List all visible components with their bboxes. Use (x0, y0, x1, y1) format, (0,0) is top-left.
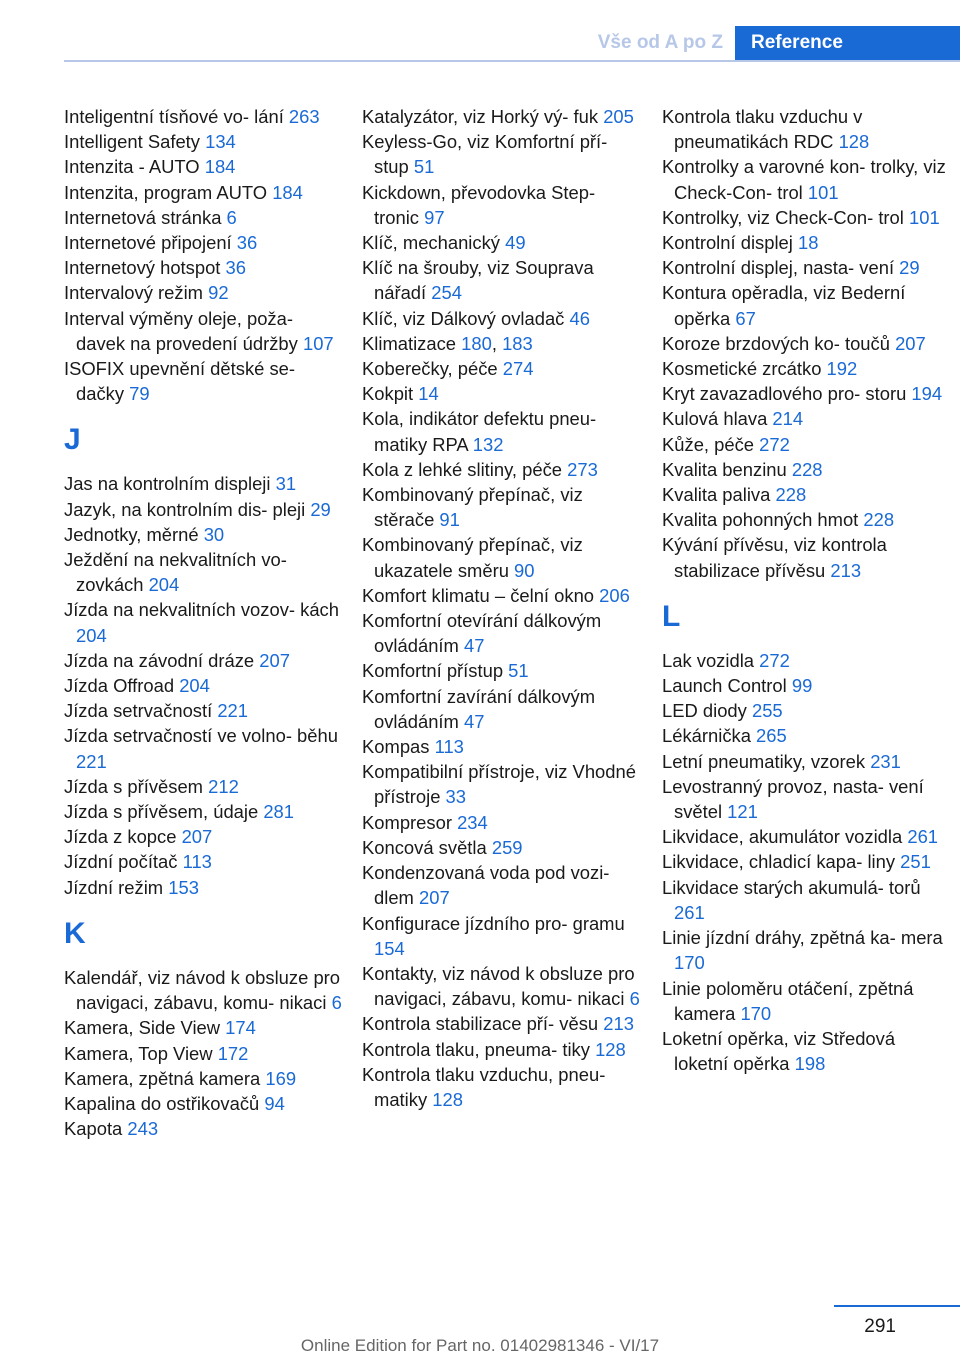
index-entry (662, 432, 952, 457)
page-link[interactable]: 101 (807, 181, 839, 203)
page-link[interactable]: 134 (205, 131, 236, 153)
index-entry (662, 673, 952, 698)
entry-term: Kompresor (362, 811, 458, 833)
page-link[interactable]: 128 (595, 1038, 626, 1060)
index-entry (362, 532, 642, 582)
index-entry (662, 1026, 952, 1076)
page-link[interactable]: 207 (418, 887, 450, 909)
page-link[interactable]: 207 (181, 826, 213, 848)
page-link[interactable]: 18 (797, 232, 819, 254)
index-entry (64, 799, 344, 824)
entry-term: Klíč na šrouby, viz Souprava nářadí (362, 257, 594, 304)
index-entry (362, 608, 642, 658)
page-link[interactable]: 184 (204, 156, 236, 178)
index-letter-heading: L (662, 599, 681, 633)
entry-term: Jízda setrvačností ve volno‐ běhu (64, 725, 338, 747)
page-link[interactable]: 213 (830, 559, 862, 581)
entry-term: Kulová hlava (662, 408, 773, 430)
entry-term: Kamera, Top View (64, 1042, 218, 1064)
page-link[interactable]: 172 (217, 1042, 249, 1064)
index-entry (64, 698, 344, 723)
index-entry (64, 1091, 344, 1116)
entry-term: Kontrolky, viz Check-Con‐ trol (662, 206, 909, 228)
index-entry (662, 255, 952, 280)
entry-term: LED diody (662, 700, 752, 722)
page-link[interactable]: 205 (603, 106, 634, 127)
entry-term: Intenzita, program AUTO (64, 181, 273, 203)
index-entry (662, 976, 952, 1026)
entry-term: Kvalita paliva (662, 484, 776, 506)
index-entry (64, 648, 344, 673)
index-entry (662, 849, 952, 874)
page-link[interactable]: 128 (838, 131, 870, 153)
page-link[interactable]: 31 (275, 473, 297, 495)
entry-term: Likvidace, chladicí kapa‐ liny (662, 851, 901, 873)
entry-term: Lak vozidla (662, 649, 760, 671)
index-entry (362, 810, 642, 835)
index-entry (662, 406, 952, 431)
index-entry (362, 1037, 642, 1062)
page-link[interactable]: 231 (870, 750, 901, 772)
page-link[interactable]: 228 (775, 484, 807, 506)
index-entry (64, 471, 344, 496)
entry-term: Kontakty, viz návod k obsluze pro navigaci, zábavu, komu‐ nikaci (362, 962, 635, 1010)
page-link[interactable]: 79 (129, 383, 150, 405)
entry-term: Kryt zavazadlového pro‐ storu (662, 383, 912, 405)
entry-term: Kombinovaný přepínač, viz ukazatele směru (362, 534, 583, 581)
page-link[interactable]: 47 (463, 635, 485, 657)
page-link[interactable]: 36 (225, 257, 246, 279)
page-link[interactable]: 221 (217, 700, 249, 722)
entry-term: Internetový hotspot (64, 257, 226, 279)
index-entry (64, 723, 344, 773)
page-link[interactable]: 255 (751, 700, 783, 722)
page-link[interactable]: 99 (791, 675, 813, 697)
entry-term: Kapalina do ostřikovačů (64, 1092, 265, 1114)
index-entry (662, 381, 952, 406)
page-link[interactable]: 29 (310, 498, 331, 520)
entry-term: Internetová stránka (64, 206, 227, 228)
index-letter-heading: K (64, 916, 86, 950)
index-entry (362, 583, 642, 608)
index-entry (362, 961, 642, 1011)
index-entry (662, 698, 952, 723)
index-entry (362, 230, 642, 255)
page-link[interactable]: 192 (826, 358, 858, 380)
entry-term: Kontrolní displej (662, 232, 798, 254)
entry-term: Komfortní otevírání dálkovým ovládáním (362, 610, 602, 657)
index-entry (662, 482, 952, 507)
page-link[interactable]: 6 (331, 992, 342, 1014)
entry-term: Kontrolní displej, nasta‐ vení (662, 257, 900, 279)
index-column-2 (362, 104, 642, 1112)
entry-term: Jízdní režim (64, 876, 169, 898)
entry-term: Jazyk, na kontrolním dis‐ pleji (64, 498, 311, 520)
page-link[interactable]: 49 (505, 232, 526, 254)
entry-term: Linie poloměru otáčení, zpětná kamera (662, 977, 914, 1024)
page-number-rule (834, 1305, 960, 1307)
entry-term: Kývání přívěsu, viz kontrola stabilizace přívěsu (662, 534, 887, 581)
page-link[interactable]: 254 (431, 282, 462, 304)
entry-term: Kontrolky a varovné kon‐ trolky, viz Check-Con‐ trol (662, 156, 946, 203)
index-entry (662, 331, 952, 356)
page-link[interactable]: 90 (514, 559, 535, 581)
index-entry (362, 306, 642, 331)
index-entry (64, 875, 344, 900)
page-link[interactable]: 228 (791, 458, 823, 480)
page-link[interactable]: 6 (226, 206, 237, 228)
page-link[interactable]: 67 (735, 307, 756, 329)
page-link[interactable]: 29 (899, 257, 920, 279)
page-link[interactable]: 274 (502, 358, 534, 380)
index-entry (362, 381, 642, 406)
page-link[interactable]: 234 (457, 811, 488, 833)
entry-term: Levostranný provoz, nasta‐ vení světel (662, 775, 924, 823)
index-entry (362, 658, 642, 683)
page-link[interactable]: 170 (674, 952, 705, 974)
entry-term: Inteligentní tísňové vo‐ lání (64, 106, 289, 127)
entry-term: Jízda na závodní dráze (64, 649, 260, 671)
index-entry (64, 597, 344, 647)
page-link[interactable]: 212 (208, 775, 239, 797)
page-link[interactable]: 243 (127, 1118, 159, 1140)
page-link[interactable]: 184 (272, 181, 303, 203)
index-entry (362, 835, 642, 860)
index-entry (64, 849, 344, 874)
page-link[interactable]: 51 (413, 156, 435, 178)
entry-term: Klíč, viz Dálkový ovladač (362, 307, 570, 329)
index-entry (64, 547, 344, 597)
page-link[interactable]: 261 (907, 826, 939, 848)
index-entry (662, 925, 952, 975)
index-entry (362, 104, 642, 129)
index-entry (64, 255, 344, 280)
index-entry (362, 684, 642, 734)
page-link[interactable]: 154 (374, 937, 405, 959)
page-link[interactable]: 107 (302, 332, 334, 354)
entry-term: Jízda s přívěsem, údaje (64, 801, 264, 823)
entry-term: Klíč, mechanický (362, 232, 506, 254)
index-entry (64, 129, 344, 154)
entry-term: Jízda setrvačností (64, 700, 218, 722)
entry-term: Likvidace, akumulátor vozidla (662, 826, 908, 848)
entry-term: Jízda s přívěsem (64, 775, 209, 797)
index-entry (662, 749, 952, 774)
page-link[interactable]: 47 (463, 710, 485, 732)
entry-term: ISOFIX upevnění dětské se‐ dačky (64, 358, 296, 405)
entry-term: Jízda z kopce (64, 826, 182, 848)
entry-term: Kamera, Side View (64, 1017, 226, 1039)
index-entry (662, 648, 952, 673)
footer-edition: Online Edition for Part no. 01402981346 - VI/17 (300, 1336, 660, 1355)
entry-term: Kontrola tlaku vzduchu, pneu‐ matiky (362, 1063, 606, 1110)
page-number: 291 (864, 1316, 896, 1337)
page-link[interactable]: 170 (740, 1002, 772, 1024)
index-entry (662, 356, 952, 381)
page-link[interactable]: 204 (148, 574, 180, 596)
page-link[interactable]: 33 (445, 786, 467, 808)
entry-term: Likvidace starých akumulá‐ torů (662, 876, 921, 898)
page-link[interactable]: 194 (911, 383, 943, 405)
index-entry (662, 230, 952, 255)
entry-term: Kůže, péče (662, 433, 760, 455)
index-entry (64, 673, 344, 698)
page-link[interactable]: 204 (179, 675, 210, 697)
page-link[interactable]: 204 (76, 624, 107, 646)
index-entry (362, 1011, 642, 1036)
entry-term: Kompas (362, 736, 435, 758)
page-link[interactable]: 94 (264, 1092, 285, 1114)
entry-term: Kokpit (362, 383, 419, 405)
page-link[interactable]: 251 (900, 851, 931, 873)
entry-term: Launch Control (662, 675, 792, 697)
entry-term: Kola, indikátor defektu pneu‐ matiky RPA (362, 408, 597, 455)
page-link[interactable]: 92 (208, 282, 229, 304)
entry-term: Loketní opěrka, viz Středová loketní opěrka (662, 1027, 896, 1075)
page-link[interactable]: 206 (599, 584, 630, 606)
page-link[interactable]: 221 (76, 750, 107, 772)
index-entry (662, 875, 952, 925)
page-link[interactable]: 46 (569, 307, 590, 329)
entry-term: Jízda Offroad (64, 675, 180, 697)
entry-term: Intervalový režim (64, 282, 209, 304)
entry-term: Kapota (64, 1118, 128, 1140)
page-link[interactable]: 263 (288, 106, 320, 127)
entry-term: Jednotky, měrné (64, 523, 204, 545)
entry-term: Komfortní přístup (362, 660, 509, 682)
entry-term: Koncová světla (362, 836, 492, 858)
index-entry (64, 280, 344, 305)
index-entry (362, 759, 642, 809)
index-entry (662, 824, 952, 849)
index-entry (64, 497, 344, 522)
index-entry (362, 356, 642, 381)
entry-term: Ježdění na nekvalitních vo‐ zovkách (64, 549, 287, 596)
page-link[interactable]: 113 (182, 851, 212, 873)
page-link[interactable]: 128 (432, 1088, 463, 1110)
chapter-tab[interactable]: Reference (735, 26, 960, 62)
index-entry (64, 1041, 344, 1066)
page-link[interactable]: 169 (265, 1067, 297, 1089)
entry-term: Letní pneumatiky, vzorek (662, 750, 871, 772)
index-column-3 (662, 104, 952, 1076)
index-entry (362, 482, 642, 532)
page-link[interactable]: 6 (629, 988, 640, 1010)
page-link[interactable]: 101 (908, 206, 940, 228)
entry-term: Interval výměny oleje, poža‐ davek na provedení údržby (64, 307, 303, 354)
index-entry (64, 306, 344, 356)
entry-term: Koberečky, péče (362, 358, 503, 380)
index-entry (64, 824, 344, 849)
entry-term: Internetové připojení (64, 232, 237, 254)
section-tab[interactable]: Vše od A po Z (597, 32, 723, 53)
index-entry (662, 154, 952, 204)
page-link[interactable]: 213 (603, 1013, 634, 1035)
index-entry (362, 406, 642, 456)
entry-term: Kontrola stabilizace pří‐ věsu (362, 1013, 604, 1035)
page-link[interactable]: 281 (263, 801, 295, 823)
entry-term: Intenzita - AUTO (64, 156, 205, 178)
page-link[interactable]: 183 (502, 332, 533, 354)
entry-term: Komfort klimatu – čelní okno (362, 584, 600, 606)
entry-term: Kvalita benzinu (662, 458, 792, 480)
entry-term: Kvalita pohonných hmot (662, 509, 864, 531)
page-link[interactable]: 51 (508, 660, 529, 682)
index-entry (64, 1015, 344, 1040)
index-entry (362, 129, 642, 179)
page-link[interactable]: 30 (203, 523, 225, 545)
entry-term: Koroze brzdových ko‐ toučů (662, 332, 896, 354)
index-entry (362, 911, 642, 961)
page-link[interactable]: 97 (424, 206, 445, 228)
index-column-1 (64, 104, 344, 1141)
page-link[interactable]: 207 (259, 649, 290, 671)
index-entry (64, 1066, 344, 1091)
entry-term: Kola z lehké slitiny, péče (362, 458, 568, 480)
entry-term: Konfigurace jízdního pro‐ gramu (362, 912, 625, 934)
page-link[interactable]: 113 (434, 736, 464, 758)
page-link[interactable]: 272 (759, 433, 790, 455)
page-link[interactable]: 259 (491, 836, 523, 858)
index-entry (362, 860, 642, 910)
index-entry (64, 104, 344, 129)
index-entry (662, 507, 952, 532)
entry-term: Keyless-Go, viz Komfortní pří‐ stup (362, 131, 608, 178)
index-entry (64, 230, 344, 255)
index-entry (662, 774, 952, 824)
index-entry (662, 457, 952, 482)
entry-term: Komfortní zavírání dálkovým ovládáním (362, 685, 596, 732)
index-entry (362, 1062, 642, 1112)
entry-term: Katalyzátor, viz Horký vý‐ fuk (362, 106, 604, 127)
page-link[interactable]: 180 (461, 332, 492, 354)
entry-term: Kondenzovaná voda pod vozi‐ dlem (362, 862, 610, 909)
page-link[interactable]: 198 (794, 1053, 826, 1075)
index-entry (662, 205, 952, 230)
index-entry (662, 104, 952, 154)
index-letter-heading: J (64, 423, 81, 457)
index-entry (362, 180, 642, 230)
entry-term: Jízdní počítač (64, 851, 183, 873)
entry-term: Kalendář, viz návod k obsluze pro navigaci, zábavu, komu‐ nikaci (64, 966, 341, 1014)
page-link[interactable]: 132 (472, 433, 504, 455)
index-entry (64, 154, 344, 179)
header-rule (64, 60, 960, 62)
index-entry (362, 734, 642, 759)
page-link[interactable]: 14 (418, 383, 439, 405)
entry-term: Lékárnička (662, 725, 757, 747)
entry-term: Kosmetické zrcátko (662, 358, 827, 380)
page-link[interactable]: 272 (759, 649, 790, 671)
entry-term: Klimatizace (362, 332, 462, 354)
entry-term: Kontura opěradla, viz Bederní opěrka (662, 282, 906, 329)
entry-term: Kamera, zpětná kamera (64, 1067, 266, 1089)
page-link[interactable]: 174 (225, 1017, 256, 1039)
index-entry (64, 205, 344, 230)
entry-term: Kombinovaný přepínač, viz stěrače (362, 484, 583, 531)
page-link[interactable]: 36 (236, 232, 258, 254)
entry-term: Linie jízdní dráhy, zpětná ka‐ mera (662, 927, 943, 949)
page-link[interactable]: 273 (567, 458, 598, 480)
index-entry (662, 723, 952, 748)
page-header (64, 26, 960, 62)
entry-term: Kompatibilní přístroje, viz Vhodné přístroje (362, 761, 636, 808)
index-entry: Klimatizace 180, 183 (362, 332, 533, 354)
page-link[interactable]: 214 (772, 408, 804, 430)
entry-term: Jízda na nekvalitních vozov‐ kách (64, 599, 339, 621)
index-entry (662, 532, 952, 582)
index-entry (362, 255, 642, 305)
page-link[interactable]: 261 (674, 901, 705, 923)
index-entry (362, 457, 642, 482)
index-entry (64, 180, 344, 205)
entry-term: Kickdown, převodovka Step‐ tronic (362, 181, 596, 228)
page-link[interactable]: 265 (756, 725, 787, 747)
page-link[interactable]: 121 (727, 801, 758, 823)
index-entry (662, 280, 952, 330)
index-entry (64, 356, 344, 406)
index-entry (64, 965, 344, 1015)
entry-term: Kontrola tlaku vzduchu v pneumatikách RDC (662, 106, 863, 153)
page-link[interactable]: 91 (439, 509, 460, 531)
index-entry (64, 522, 344, 547)
page-link[interactable]: 207 (895, 332, 926, 354)
page-link[interactable]: 153 (168, 876, 199, 898)
entry-term: Kontrola tlaku, pneuma‐ tiky (362, 1038, 596, 1060)
page-link[interactable]: 228 (863, 509, 895, 531)
entry-term: Intelligent Safety (64, 131, 206, 153)
index-entry (64, 1116, 344, 1141)
index-entry (64, 774, 344, 799)
entry-term: Jas na kontrolním displeji (64, 473, 276, 495)
